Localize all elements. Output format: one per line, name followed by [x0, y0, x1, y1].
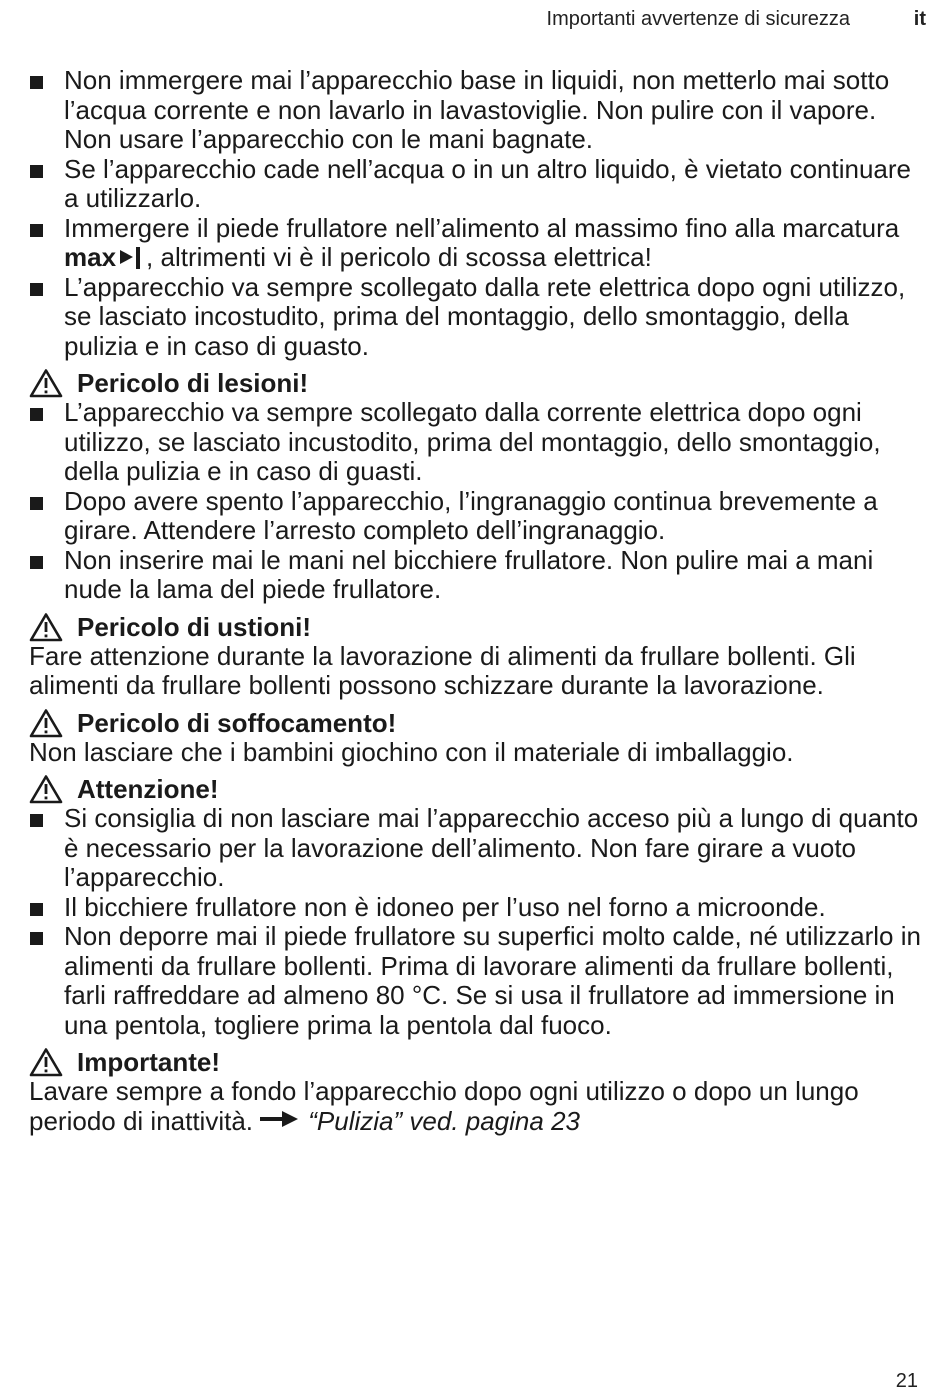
general-safety-list	[29, 66, 924, 361]
bullet-square-icon	[30, 932, 43, 945]
heading-text: Pericolo di soffocamento!	[77, 707, 397, 738]
heading-text: Attenzione!	[77, 774, 219, 804]
bullet-square-icon	[30, 224, 43, 237]
warning-triangle-icon	[29, 612, 63, 642]
item-text: Il bicchiere frullatore non è idoneo per l’uso nel forno a microonde.	[64, 891, 826, 922]
importante-text: Lavare sempre a fondo l’apparecchio dopo ogni utilizzo o dopo un lungo periodo di inattività.	[29, 1076, 859, 1136]
header-title: Importanti avvertenze di sicurezza	[546, 8, 850, 30]
page-header	[0, 8, 950, 36]
warning-triangle-icon	[29, 1047, 63, 1077]
list-item	[29, 487, 924, 546]
section-heading-ustioni	[29, 612, 924, 642]
item-text: L’apparecchio va sempre scollegato dalla rete elettrica dopo ogni utilizzo, se lasciato incostudito, prima del montaggio, dello smontaggio, della pulizia e in caso di guasto.	[64, 271, 906, 361]
heading-text: Pericolo di ustioni!	[77, 611, 312, 642]
ustioni-paragraph: Fare attenzione durante la lavorazione di alimenti da frullare bollenti. Gli alimenti da frullare bollenti possono schizzare durante la lavorazione.	[29, 640, 856, 700]
list-item	[29, 398, 924, 487]
warning-triangle-icon	[29, 368, 63, 398]
item-text: L’apparecchio va sempre scollegato dalla corrente elettrica dopo ogni utilizzo, se lasciato incustodito, prima del montaggio, dello smontaggio, della pulizia e in caso di guasti.	[64, 397, 881, 486]
list-item	[29, 214, 924, 273]
list-item	[29, 922, 924, 1040]
importante-paragraph	[29, 1077, 924, 1136]
warning-triangle-icon	[29, 708, 63, 738]
item-text: Non deporre mai il piede frullatore su superfici molto calde, né utilizzarlo in alimenti da frullare bollenti. Prima di lavorare alimenti da frullare bollenti, farli raffreddare ad almeno 80 °C. Se si usa il frullatore ad immersione in una pentola, togliere prima la pentola dal fuoco.	[64, 921, 921, 1040]
bullet-square-icon	[30, 556, 43, 569]
soffocamento-paragraph: Non lasciare che i bambini giochino con il materiale di imballaggio.	[29, 736, 794, 767]
list-item	[29, 546, 924, 605]
bullet-square-icon	[30, 814, 43, 827]
max-mark-label: max	[64, 242, 117, 272]
lesioni-list	[29, 398, 924, 605]
bullet-square-icon	[30, 408, 43, 421]
bullet-square-icon	[30, 283, 43, 296]
list-item	[29, 66, 924, 155]
page-content	[29, 66, 924, 1136]
list-item	[29, 155, 924, 214]
heading-text: Pericolo di lesioni!	[77, 368, 309, 398]
item-text-after: , altrimenti vi è il pericolo di scossa elettrica!	[146, 242, 652, 272]
cross-reference-link[interactable]: “Pulizia” ved. pagina 23	[308, 1105, 580, 1136]
section-heading-attenzione	[29, 774, 924, 804]
play-bar-icon	[116, 245, 146, 269]
attenzione-list	[29, 804, 924, 1040]
item-text: Non inserire mai le mani nel bicchiere frullatore. Non pulire mai a mani nude la lama del piede frullatore.	[64, 544, 874, 604]
item-text: Non immergere mai l’apparecchio base in liquidi, non metterlo mai sotto l’acqua corrente e non lavarlo in lavastoviglie. Non pulire con il vapore. Non usare l’apparecchio con le mani bagnate.	[64, 65, 890, 154]
page-number: 21	[895, 1370, 918, 1392]
section-heading-importante	[29, 1047, 924, 1077]
item-text: Immergere il piede frullatore nell’alimento al massimo fino alla marcatura	[64, 212, 900, 243]
bullet-square-icon	[30, 165, 43, 178]
section-heading-lesioni	[29, 368, 924, 398]
list-item	[29, 273, 924, 362]
bullet-square-icon	[30, 903, 43, 916]
heading-text: Importante!	[77, 1047, 220, 1077]
item-text: Se l’apparecchio cade nell’acqua o in un altro liquido, è vietato continuare a utilizzarlo.	[64, 153, 912, 213]
list-item	[29, 804, 924, 893]
item-text: Dopo avere spento l’apparecchio, l’ingranaggio continua brevemente a girare. Attendere l’arresto completo dell’ingranaggio.	[64, 485, 878, 545]
bullet-square-icon	[30, 497, 43, 510]
warning-triangle-icon	[29, 774, 63, 804]
arrow-right-icon	[260, 1111, 298, 1127]
bullet-square-icon	[30, 76, 43, 89]
item-text: Si consiglia di non lasciare mai l’apparecchio acceso più a lungo di quanto è necessario per la lavorazione dell’alimento. Non fare girare a vuoto l’apparecchio.	[64, 803, 919, 892]
header-language: it	[913, 8, 926, 30]
section-heading-soffocamento	[29, 708, 924, 738]
list-item	[29, 893, 924, 923]
